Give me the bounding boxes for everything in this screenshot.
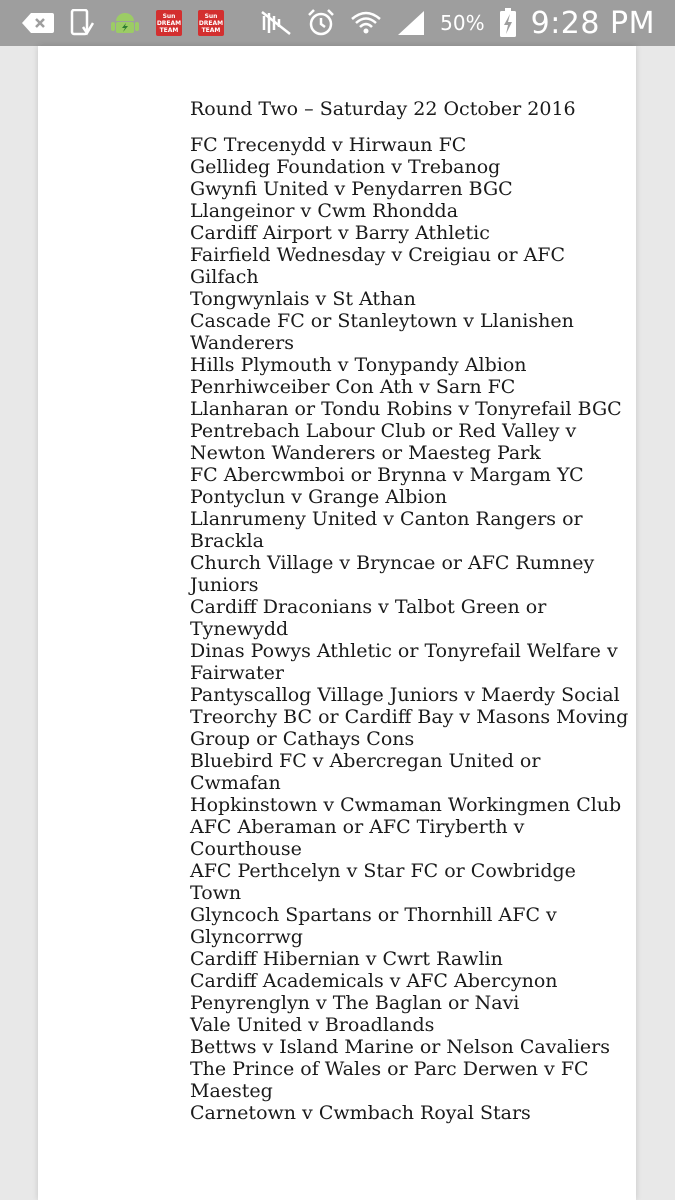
alarm-icon [306,8,336,38]
document-page[interactable] [38,46,636,1200]
fixture-item: Gellideg Foundation v Trebanog [190,156,501,178]
fixture-item: FC Trecenydd v Hirwaun FC [190,134,467,156]
fixture-item: Fairfield Wednesday v Creigiau or AFC Gilfach [190,244,566,288]
fixture-item: Bluebird FC v Abercregan United or Cwmafan [190,750,541,794]
fixture-item: Llanharan or Tondu Robins v Tonyrefail BGC [190,398,622,420]
page-title: Round Two – Saturday 22 October 2016 [190,98,576,120]
document-content [190,98,630,1124]
fixture-item: AFC Aberaman or AFC Tiryberth v Courthouse [190,816,525,860]
signal-icon [396,9,426,37]
fixture-item: Hopkinstown v Cwmaman Workingmen Club [190,794,622,816]
fixture-item: Hills Plymouth v Tonypandy Albion [190,354,527,376]
fixture-item: Cardiff Hibernian v Cwrt Rawlin [190,948,503,970]
fixture-item: Pantyscallog Village Juniors v Maerdy Social [190,684,620,706]
fixture-item: Cardiff Academicals v AFC Abercynon [190,970,558,992]
notification-icons [0,8,224,38]
fixture-item: Vale United v Broadlands [190,1014,435,1036]
back-arrow-icon [22,12,54,34]
mute-icon [260,10,292,36]
system-icons [260,6,675,41]
android-icon [110,8,140,38]
fixture-item: Cascade FC or Stanleytown v Llanishen Wanderers [190,310,574,354]
fixture-item: Gwynfi United v Penydarren BGC [190,178,513,200]
fixture-list [190,134,630,1124]
phone-download-icon [70,9,94,37]
status-bar [0,0,675,46]
fixture-item: Bettws v Island Marine or Nelson Cavaliers [190,1036,610,1058]
fixture-item: Church Village v Bryncae or AFC Rumney Juniors [190,552,595,596]
fixture-item: Treorchy BC or Cardiff Bay v Masons Moving Group or Cathays Cons [190,706,629,750]
app-badge-icon: Sun DREAM TEAM [156,10,182,36]
fixture-item: Pentrebach Labour Club or Red Valley v Newton Wanderers or Maesteg Park [190,420,577,464]
fixture-item: Glyncoch Spartans or Thornhill AFC v Glyncorrwg [190,904,557,948]
fixture-item: FC Abercwmboi or Brynna v Margam YC [190,464,584,486]
clock: 9:28 PM [530,5,655,41]
fixture-item: AFC Perthcelyn v Star FC or Cowbridge Town [190,860,576,904]
fixture-item: The Prince of Wales or Parc Derwen v FC Maesteg [190,1058,589,1102]
fixture-item: Penrhiwceiber Con Ath v Sarn FC [190,376,516,398]
app-badge-icon: Sun DREAM TEAM [198,10,224,36]
wifi-icon [350,9,382,37]
fixture-item: Llanrumeny United v Canton Rangers or Brackla [190,508,583,552]
fixture-item: Cardiff Draconians v Talbot Green or Tynewydd [190,596,547,640]
fixture-item: Cardiff Airport v Barry Athletic [190,222,490,244]
fixture-item: Carnetown v Cwmbach Royal Stars [190,1102,531,1124]
fixture-item: Tongwynlais v St Athan [190,288,416,310]
fixture-item: Penyrenglyn v The Baglan or Navi [190,992,520,1014]
battery-percent: 50% [440,11,485,35]
fixture-item: Pontyclun v Grange Albion [190,486,448,508]
battery-charging-icon [499,8,517,38]
fixture-item: Dinas Powys Athletic or Tonyrefail Welfare v Fairwater [190,640,618,684]
fixture-item: Llangeinor v Cwm Rhondda [190,200,459,222]
